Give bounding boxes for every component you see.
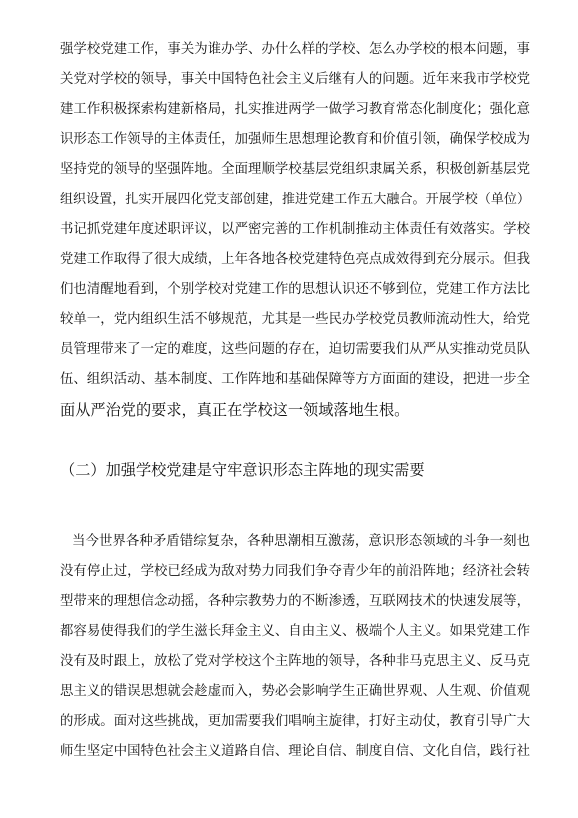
paragraph-line: 较单一，党内组织生活不够规范，尤其是一些民办学校党员教师流动性大，给党 bbox=[60, 312, 530, 327]
paragraph-line: 的形成。面对这些挑战，更加需要我们唱响主旋律，打好主动仗，教育引导广大 bbox=[60, 714, 530, 729]
paragraph-line: 都容易使得我们的学生滋长拜金主义、自由主义、极端个人主义。如果党建工作 bbox=[60, 624, 530, 639]
paragraph-line: 当今世界各种矛盾错综复杂，各种思潮相互激荡，意识形态领域的斗争一刻也 bbox=[72, 534, 530, 549]
paragraph-line: 师生坚定中国特色社会主义道路自信、理论自信、制度自信、文化自信，践行社 bbox=[60, 744, 530, 759]
paragraph-line: 建工作积极探索构建新格局，扎实推进两学一做学习教育常态化制度化；强化意 bbox=[60, 102, 530, 117]
paragraph-line: 书记抓党建年度述职评议，以严密完善的工作机制推动主体责任有效落实。学校 bbox=[60, 222, 530, 237]
paragraph-line: 坚持党的领导的坚强阵地。全面理顺学校基层党组织隶属关系，积极创新基层党 bbox=[60, 162, 530, 177]
paragraph-line: 型带来的理想信念动摇，各种宗教势力的不断渗透，互联网技术的快速发展等， bbox=[60, 594, 530, 609]
paragraph-line: 党建工作取得了很大成绩，上年各地各校党建特色亮点成效得到充分展示。但我 bbox=[60, 252, 530, 267]
paragraph-line: 组织设置，扎实开展四化党支部创建，推进党建工作五大融合。开展学校（单位） bbox=[60, 192, 530, 207]
paragraph-line: 面从严治党的要求，真正在学校这一领域落地生根。 bbox=[60, 401, 410, 419]
paragraph-line: 强学校党建工作，事关为谁办学、办什么样的学校、怎么办学校的根本问题，事 bbox=[60, 42, 530, 57]
paragraph-line: 员管理带来了一定的难度，这些问题的存在，迫切需要我们从严从实推动党员队 bbox=[60, 342, 530, 357]
paragraph-line: 识形态工作领导的主体责任，加强师生思想理论教育和价值引领，确保学校成为 bbox=[60, 132, 530, 147]
section-heading: （二）加强学校党建是守牢意识形态主阵地的现实需要 bbox=[60, 461, 425, 479]
paragraph-line: 伍、组织活动、基本制度、工作阵地和基础保障等方方面面的建设，把进一步全 bbox=[60, 372, 530, 387]
paragraph-line: 关党对学校的领导，事关中国特色社会主义后继有人的问题。近年来我市学校党 bbox=[60, 72, 530, 87]
paragraph-line: 没有停止过，学校已经成为敌对势力同我们争夺青少年的前沿阵地；经济社会转 bbox=[60, 564, 530, 579]
paragraph-line: 没有及时跟上，放松了党对学校这个主阵地的领导，各种非马克思主义、反马克 bbox=[60, 654, 530, 669]
paragraph-line: 思主义的错误思想就会趁虚而入，势必会影响学生正确世界观、人生观、价值观 bbox=[60, 684, 530, 699]
paragraph-line: 们也清醒地看到，个别学校对党建工作的思想认识还不够到位，党建工作方法比 bbox=[60, 282, 530, 297]
